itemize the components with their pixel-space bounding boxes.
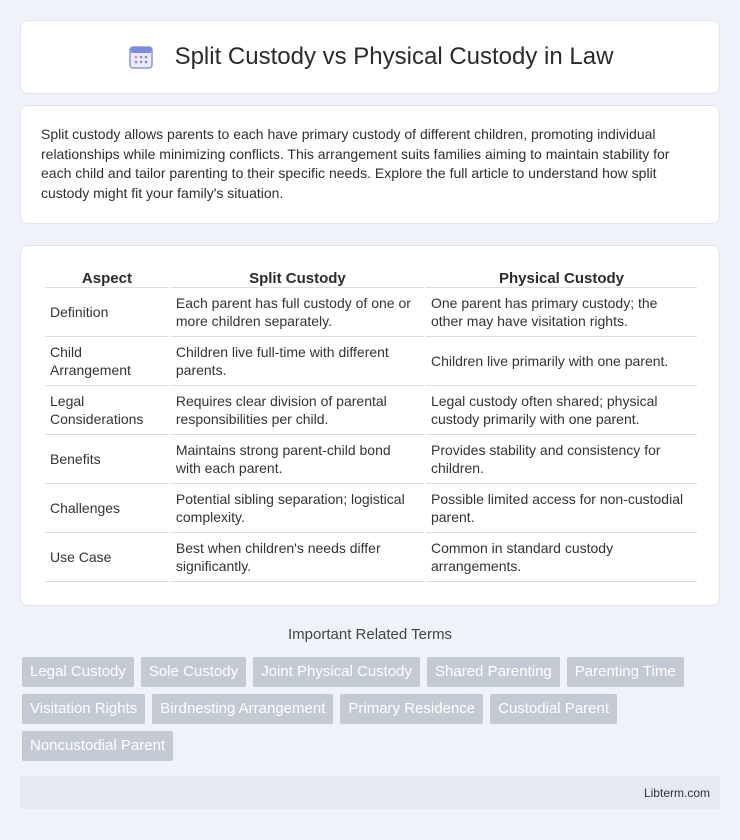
related-term-tag[interactable]: Noncustodial Parent [22, 731, 173, 761]
comparison-table [43, 266, 699, 582]
page-title: Split Custody vs Physical Custody in Law [174, 43, 614, 70]
cell-physical: Children live primarily with one parent. [426, 337, 697, 386]
title-card [20, 20, 720, 94]
comparison-card [20, 245, 720, 606]
cell-split: Children live full-time with different parents. [171, 337, 424, 386]
related-terms-heading: Important Related Terms [288, 626, 452, 643]
cell-split: Potential sibling separation; logistical complexity. [171, 484, 424, 533]
cell-physical: Provides stability and consistency for children. [426, 435, 697, 484]
header-split-custody: Split Custody [171, 266, 424, 288]
table-row [45, 288, 697, 337]
table-row [45, 484, 697, 533]
related-term-tag[interactable]: Shared Parenting [427, 657, 560, 687]
intro-paragraph: Split custody allows parents to each have primary custody of different children, promoting individual relationships while minimizing conflicts. This arrangement suits families aiming to maintain stability for each child and tailor parenting to their specific needs. Explore the full article to understand how split custody might fit your family's situation. [41, 126, 670, 201]
cell-split: Requires clear division of parental responsibilities per child. [171, 386, 424, 435]
related-terms-list [22, 657, 722, 761]
cell-split: Best when children's needs differ significantly. [171, 533, 424, 582]
cell-aspect: Definition [45, 288, 169, 337]
table-row [45, 337, 697, 386]
related-term-tag[interactable]: Parenting Time [567, 657, 684, 687]
calendar-icon [127, 43, 155, 71]
related-term-tag[interactable]: Primary Residence [340, 694, 483, 724]
header-physical-custody: Physical Custody [426, 266, 697, 288]
cell-physical: Common in standard custody arrangements. [426, 533, 697, 582]
related-term-tag[interactable]: Visitation Rights [22, 694, 145, 724]
cell-aspect: Benefits [45, 435, 169, 484]
header-aspect: Aspect [45, 266, 169, 288]
cell-physical: Possible limited access for non-custodial parent. [426, 484, 697, 533]
related-term-tag[interactable]: Legal Custody [22, 657, 134, 687]
cell-aspect: Use Case [45, 533, 169, 582]
related-term-tag[interactable]: Custodial Parent [490, 694, 617, 724]
cell-physical: Legal custody often shared; physical custody primarily with one parent. [426, 386, 697, 435]
cell-split: Each parent has full custody of one or more children separately. [171, 288, 424, 337]
table-row [45, 435, 697, 484]
table-row [45, 386, 697, 435]
cell-aspect: Challenges [45, 484, 169, 533]
cell-aspect: Legal Considerations [45, 386, 169, 435]
related-term-tag[interactable]: Joint Physical Custody [253, 657, 420, 687]
cell-physical: One parent has primary custody; the other may have visitation rights. [426, 288, 697, 337]
intro-card [20, 105, 720, 224]
footer [20, 776, 720, 809]
related-term-tag[interactable]: Sole Custody [141, 657, 246, 687]
site-link[interactable]: Libterm.com [643, 785, 710, 800]
table-row [45, 533, 697, 582]
cell-split: Maintains strong parent-child bond with each parent. [171, 435, 424, 484]
related-term-tag[interactable]: Birdnesting Arrangement [152, 694, 333, 724]
table-header-row [45, 266, 697, 288]
cell-aspect: Child Arrangement [45, 337, 169, 386]
